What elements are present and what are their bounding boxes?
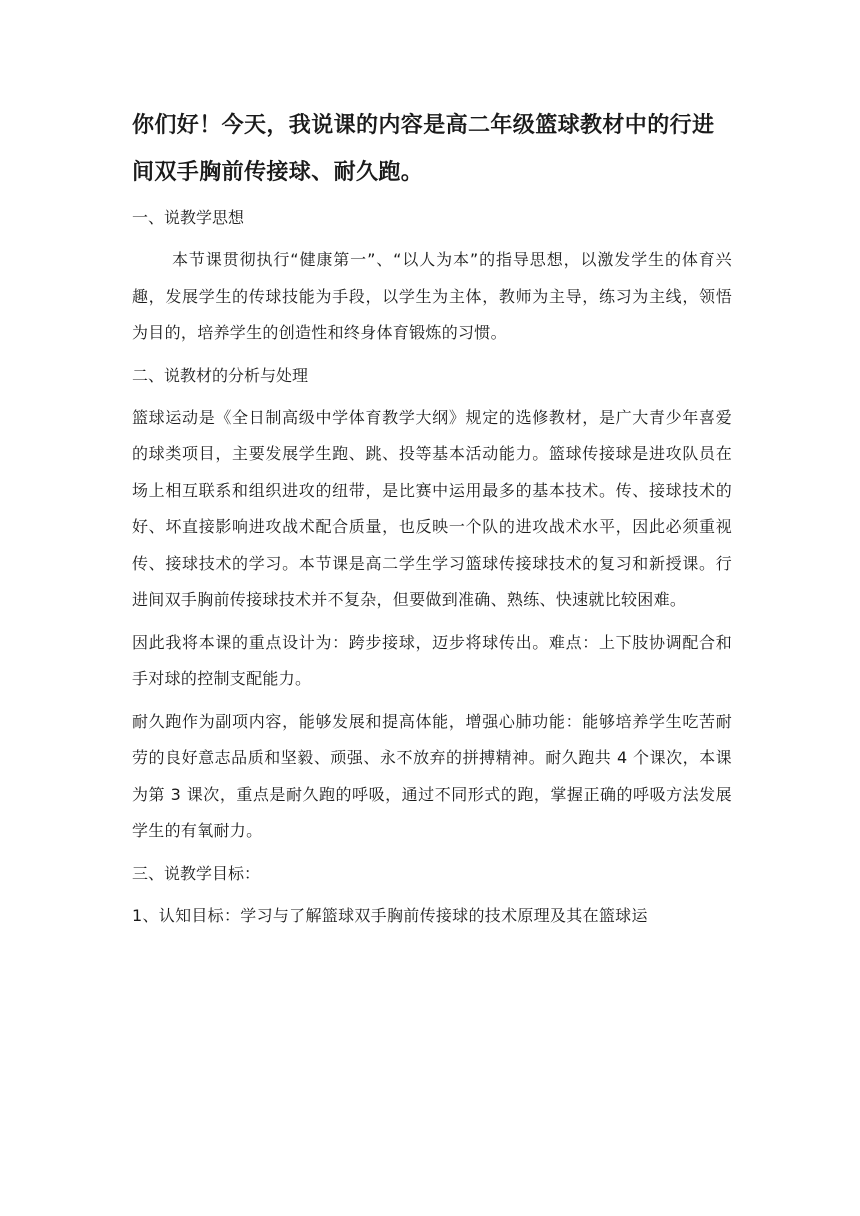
section-heading-teaching-goals: 三、说教学目标： — [132, 863, 261, 883]
section-heading-material-analysis: 二、说教材的分析与处理 — [132, 365, 309, 385]
paragraph-key-points: 因此我将本课的重点设计为：跨步接球，迈步将球传出。难点：上下肢协调配合和手对球的控制支配能力。 — [132, 632, 732, 688]
section-heading-teaching-philosophy: 一、说教学思想 — [132, 208, 245, 227]
document-page — [132, 102, 732, 940]
paragraph-endurance-run: 耐久跑作为副项内容，能够发展和提高体能，增强心肺功能：能够培养学生吃苦耐劳的良好意志品质和坚毅、顽强、永不放弃的拼搏精神。耐久跑共 4 个课次，本课为第 3 课次，重点是耐久跑的呼吸，通过不同形式的跑，掌握正确的呼吸方法发展学生的有氧耐力。 — [132, 711, 732, 840]
paragraph-teaching-philosophy: 本节课贯彻执行“健康第一”、“以人为本”的指导思想，以激发学生的体育兴趣，发展学生的传球技能为手段，以学生为主体，教师为主导，练习为主线，领悟为目的，培养学生的创造性和终身体育锻炼的习惯。 — [132, 250, 732, 342]
paragraph-cognitive-goal: 1、认知目标：学习与了解篮球双手胸前传接球的技术原理及其在篮球运 — [132, 905, 648, 925]
document-title: 你们好！今天，我说课的内容是高二年级篮球教材中的行进间双手胸前传接球、耐久跑。 — [132, 113, 715, 185]
paragraph-material-analysis: 篮球运动是《全日制高级中学体育教学大纲》规定的选修教材，是广大青少年喜爱的球类项目，主要发展学生跑、跳、投等基本活动能力。篮球传接球是进攻队员在场上相互联系和组织进攻的纽带，是比赛中运用最多的基本技术。传、接球技术的好、坏直接影响进攻战术配合质量，也反映一个队的进攻战术水平，因此必须重视传、接球技术的学习。本节课是高二学生学习篮球传接球技术的复习和新授课。行进间双手胸前传接球技术并不复杂，但要做到准确、熟练、快速就比较困难。 — [132, 407, 732, 609]
